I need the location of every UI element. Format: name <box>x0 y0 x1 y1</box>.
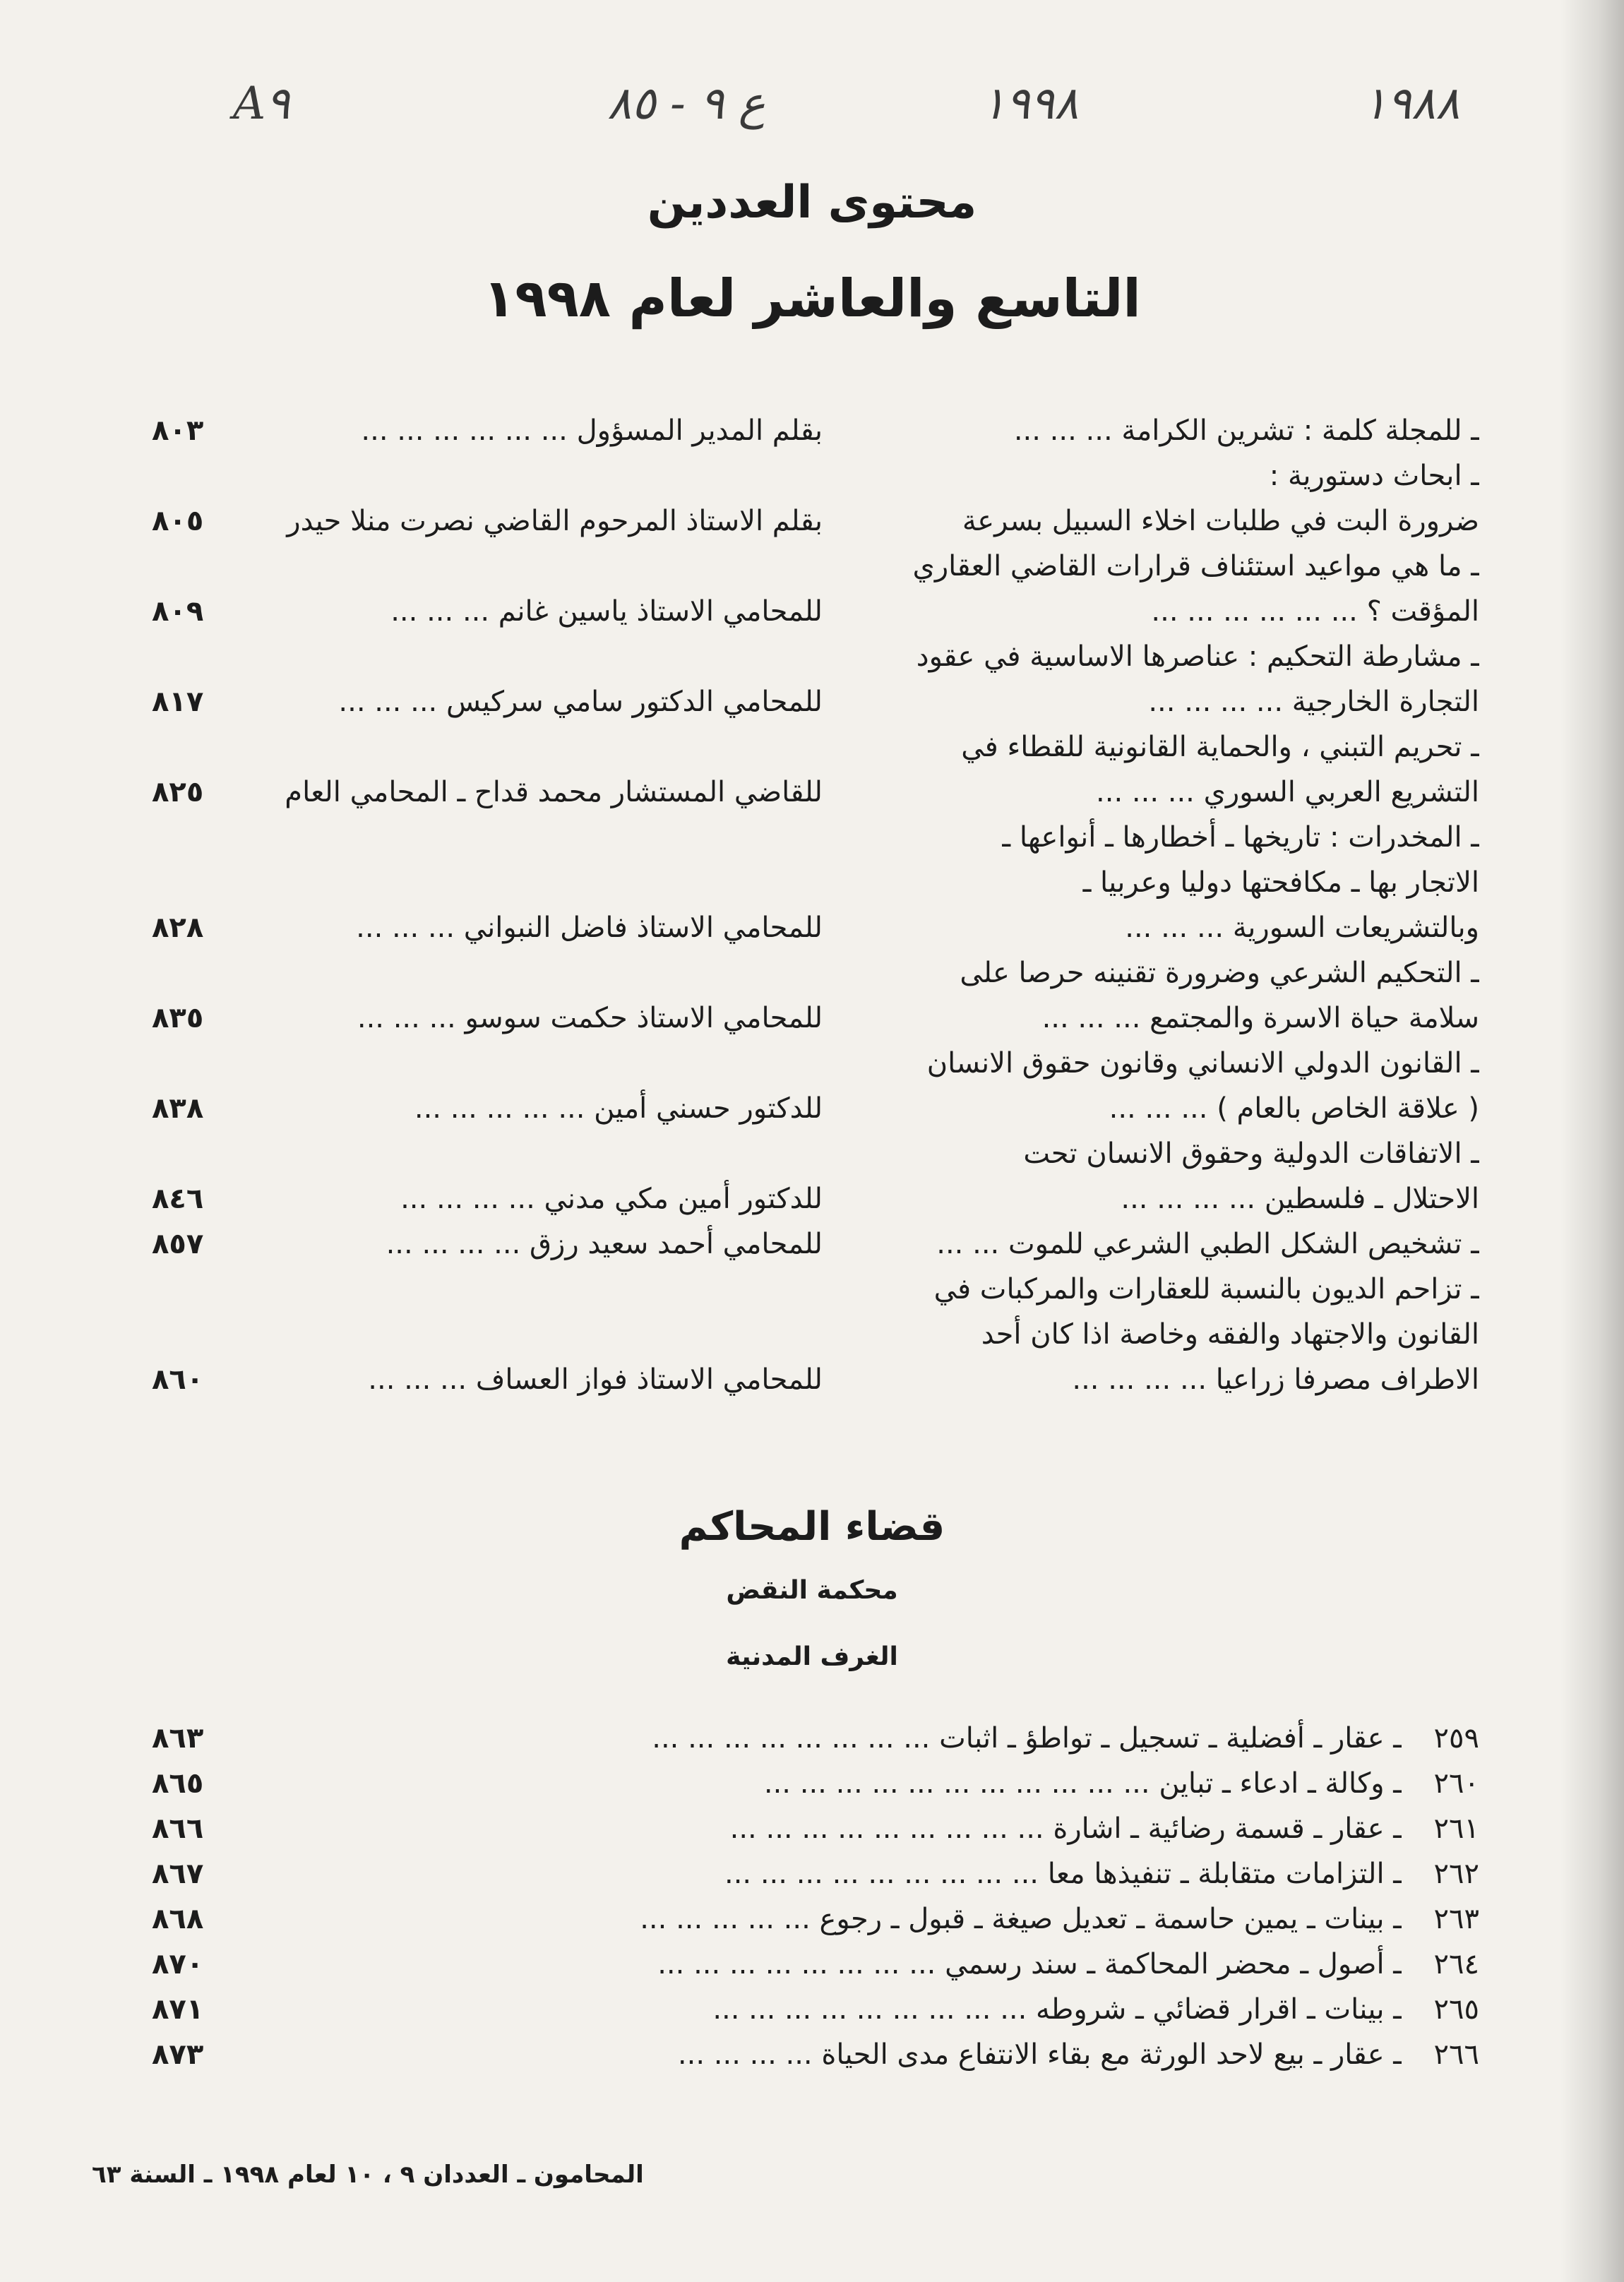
page-title: محتوى العددين <box>647 177 977 229</box>
contents-article-title: الاتجار بها ـ مكافحتها دوليا وعربيا ـ <box>1082 866 1479 899</box>
contents-author: للمحامي الدكتور سامي سركيس ... ... ... <box>338 686 823 718</box>
contents-author: للدكتور حسني أمين ... ... ... ... ... <box>414 1092 823 1125</box>
case-row <box>152 1851 1479 1896</box>
contents-author: بقلم الاستاذ المرحوم القاضي نصرت منلا حيدر <box>287 505 823 537</box>
contents-row <box>152 815 1479 860</box>
contents-article-title: ( علاقة الخاص بالعام ) ... ... ... <box>1109 1092 1479 1125</box>
case-subject: ـ بينات ـ اقرار قضائي ـ شروطه ... ... ... ... ... ... ... ... ... <box>712 1993 1402 2026</box>
contents-page-number: ٨٣٥ <box>152 1002 204 1034</box>
contents-article-title: التجارة الخارجية ... ... ... ... <box>1148 686 1479 718</box>
contents-page-number: ٨٢٥ <box>152 776 204 808</box>
contents-row <box>152 679 1479 724</box>
contents-author: للمحامي الاستاذ حكمت سوسو ... ... ... <box>357 1002 823 1034</box>
case-number: ٢٥٩ <box>1433 1722 1479 1755</box>
contents-article-title: ضرورة البت في طلبات اخلاء السبيل بسرعة <box>962 505 1479 537</box>
handwritten-note-year-alt: ١٩٨٨ <box>1363 78 1460 130</box>
case-row <box>152 1896 1479 1942</box>
contents-article-title: ـ للمجلة كلمة : تشرين الكرامة ... ... ... <box>1013 414 1479 447</box>
case-subject: ـ بينات ـ يمين حاسمة ـ تعديل صيغة ـ قبول ـ رجوع ... ... ... ... ... <box>640 1903 1402 1935</box>
case-subject: ـ عقار ـ قسمة رضائية ـ اشارة ... ... ... ... ... ... ... ... ... <box>729 1812 1402 1845</box>
contents-article-title: سلامة حياة الاسرة والمجتمع ... ... ... <box>1041 1002 1479 1034</box>
case-number: ٢٦٢ <box>1433 1858 1479 1890</box>
contents-article-title: ـ ما هي مواعيد استئناف قرارات القاضي العقاري <box>912 550 1479 583</box>
contents-author: للقاضي المستشار محمد قداح ـ المحامي العام <box>285 776 823 808</box>
case-page-number: ٨٦٧ <box>152 1858 204 1890</box>
page-footer: المحامون ـ العددان ٩ ، ١٠ لعام ١٩٩٨ ـ السنة ٦٣ <box>92 2161 644 2189</box>
case-row <box>152 1761 1479 1806</box>
contents-author: بقلم المدير المسؤول ... ... ... ... ... ... <box>361 414 823 447</box>
contents-article-title: ـ التحكيم الشرعي وضرورة تقنينه حرصا على <box>960 957 1479 989</box>
contents-row <box>152 453 1479 498</box>
case-page-number: ٨٦٨ <box>152 1903 204 1935</box>
contents-list <box>152 408 1479 1402</box>
case-row <box>152 1987 1479 2032</box>
contents-row <box>152 1357 1479 1402</box>
case-subject: ـ أصول ـ محضر المحاكمة ـ سند رسمي ... ... ... ... ... ... ... ... <box>657 1948 1402 1981</box>
contents-article-title: القانون والاجتهاد والفقه وخاصة اذا كان أحد <box>981 1318 1479 1351</box>
contents-article-title: ـ ابحاث دستورية : <box>1269 460 1479 492</box>
contents-author: للمحامي الاستاذ فاضل النبواني ... ... ... <box>356 912 823 944</box>
contents-article-title: ـ القانون الدولي الانساني وقانون حقوق الانسان <box>926 1047 1479 1080</box>
contents-article-title: ـ تزاحم الديون بالنسبة للعقارات والمركبات في <box>933 1273 1479 1306</box>
contents-row <box>152 408 1479 453</box>
case-number: ٢٦٥ <box>1433 1993 1479 2026</box>
contents-row <box>152 860 1479 905</box>
case-number: ٢٦٦ <box>1433 2038 1479 2071</box>
contents-row <box>152 544 1479 589</box>
page-spine-shadow <box>1560 0 1624 2282</box>
contents-row <box>152 1312 1479 1357</box>
case-page-number: ٨٦٦ <box>152 1812 204 1845</box>
case-number: ٢٦٤ <box>1433 1948 1479 1981</box>
case-row <box>152 1806 1479 1851</box>
chamber-name: الغرف المدنية <box>726 1642 898 1671</box>
contents-author: للدكتور أمين مكي مدني ... ... ... ... <box>400 1183 823 1215</box>
contents-page-number: ٨١٧ <box>152 686 204 718</box>
section-title: قضاء المحاكم <box>679 1504 945 1550</box>
contents-page-number: ٨٢٨ <box>152 912 204 944</box>
contents-article-title: ـ تحريم التبني ، والحماية القانونية للقطاء في <box>961 731 1479 763</box>
contents-row <box>152 996 1479 1041</box>
case-row <box>152 1716 1479 1761</box>
case-list <box>152 1716 1479 2077</box>
handwritten-note-year: ١٩٩٨ <box>981 78 1079 130</box>
handwritten-note-center: ع ٩ - ٨٥ <box>607 78 765 130</box>
contents-page-number: ٨٣٨ <box>152 1092 204 1125</box>
case-subject: ـ عقار ـ بيع لاحد الورثة مع بقاء الانتفاع مدى الحياة ... ... ... ... <box>677 2038 1402 2071</box>
contents-row <box>152 1267 1479 1312</box>
case-page-number: ٨٧٠ <box>152 1948 204 1981</box>
contents-row <box>152 905 1479 950</box>
contents-page-number: ٨٠٥ <box>152 505 204 537</box>
contents-article-title: ـ مشارطة التحكيم : عناصرها الاساسية في عقود <box>916 640 1479 673</box>
contents-page-number: ٨٠٣ <box>152 414 204 447</box>
contents-row <box>152 1041 1479 1086</box>
handwritten-note-left: A٩ <box>233 78 290 130</box>
contents-row <box>152 1086 1479 1131</box>
case-number: ٢٦٠ <box>1433 1767 1479 1800</box>
case-subject: ـ وكالة ـ ادعاء ـ تباين ... ... ... ... ... ... ... ... ... ... ... <box>763 1767 1402 1800</box>
case-subject: ـ التزامات متقابلة ـ تنفيذها معا ... ... ... ... ... ... ... ... ... <box>724 1858 1402 1890</box>
contents-article-title: وبالتشريعات السورية ... ... ... <box>1125 912 1479 944</box>
contents-article-title: ـ الاتفاقات الدولية وحقوق الانسان تحت <box>1023 1137 1479 1170</box>
contents-row <box>152 770 1479 815</box>
contents-article-title: المؤقت ؟ ... ... ... ... ... ... <box>1151 595 1479 628</box>
contents-article-title: الاطراف مصرفا زراعيا ... ... ... ... <box>1072 1363 1479 1396</box>
contents-row <box>152 724 1479 770</box>
contents-page-number: ٨٥٧ <box>152 1228 204 1260</box>
contents-row <box>152 1176 1479 1221</box>
case-subject: ـ عقار ـ أفضلية ـ تسجيل ـ تواطؤ ـ اثبات ... ... ... ... ... ... ... ... <box>652 1722 1402 1755</box>
case-row <box>152 2032 1479 2077</box>
contents-row <box>152 1221 1479 1267</box>
case-page-number: ٨٧١ <box>152 1993 204 2026</box>
case-number: ٢٦١ <box>1433 1812 1479 1845</box>
case-page-number: ٨٦٥ <box>152 1767 204 1800</box>
contents-page-number: ٨٤٦ <box>152 1183 204 1215</box>
case-row <box>152 1942 1479 1987</box>
contents-row <box>152 950 1479 996</box>
contents-article-title: ـ تشخيص الشكل الطبي الشرعي للموت ... ... <box>936 1228 1479 1260</box>
case-page-number: ٨٦٣ <box>152 1722 204 1755</box>
contents-row <box>152 498 1479 544</box>
contents-author: للمحامي الاستاذ فواز العساف ... ... ... <box>368 1363 823 1396</box>
contents-author: للمحامي أحمد سعيد رزق ... ... ... ... <box>386 1228 823 1260</box>
contents-row <box>152 589 1479 634</box>
contents-article-title: الاحتلال ـ فلسطين ... ... ... ... <box>1121 1183 1479 1215</box>
contents-row <box>152 634 1479 679</box>
contents-row <box>152 1131 1479 1176</box>
case-page-number: ٨٧٣ <box>152 2038 204 2071</box>
contents-page-number: ٨٦٠ <box>152 1363 204 1396</box>
contents-article-title: ـ المخدرات : تاريخها ـ أخطارها ـ أنواعها ـ <box>1002 821 1479 854</box>
contents-page-number: ٨٠٩ <box>152 595 204 628</box>
court-name: محكمة النقض <box>726 1576 898 1605</box>
page-subtitle: التاسع والعاشر لعام ١٩٩٨ <box>483 268 1141 329</box>
contents-author: للمحامي الاستاذ ياسين غانم ... ... ... <box>390 595 823 628</box>
case-number: ٢٦٣ <box>1433 1903 1479 1935</box>
contents-article-title: التشريع العربي السوري ... ... ... <box>1096 776 1479 808</box>
